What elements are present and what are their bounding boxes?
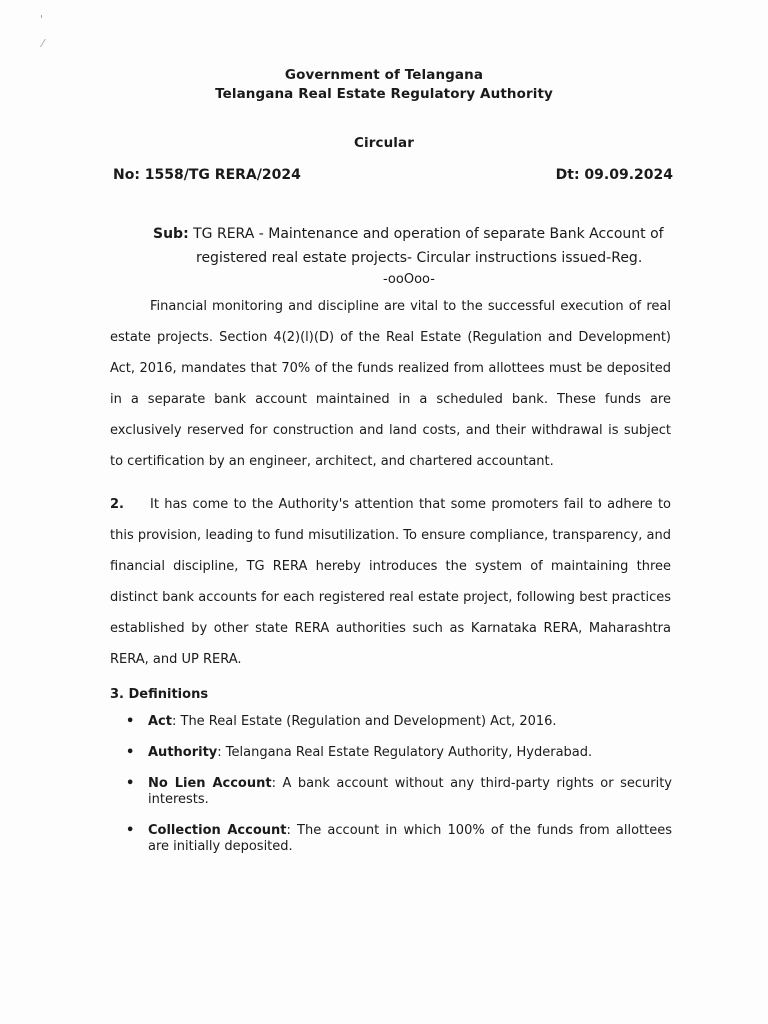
subject-line-1: TG RERA - Maintenance and operation of separate Bank Account of xyxy=(193,226,664,242)
definition-term: No Lien Account xyxy=(148,776,272,791)
circular-date: Dt: 09.09.2024 xyxy=(555,167,673,183)
bullet-icon: • xyxy=(126,823,135,838)
definition-item xyxy=(110,776,672,808)
definition-text: : Telangana Real Estate Regulatory Authority, Hyderabad. xyxy=(217,745,593,760)
paragraph-2-number: 2. xyxy=(110,497,124,512)
bullet-icon: • xyxy=(126,745,135,760)
paragraph-2-text: It has come to the Authority's attention that some promoters fail to adhere to this provision, leading to fund misutilization. To ensure compliance, transparency, and financial discipline, TG RERA hereby introduces the system of maintaining three distinct bank accounts for each registered real estate project, following best practices established by other state RERA authorities such as Karnataka RERA, Maharashtra RERA, and UP RERA. xyxy=(110,497,671,667)
document-type: Circular xyxy=(353,135,414,151)
definition-text: : A bank account without any third-party rights or security interests. xyxy=(148,776,672,807)
definition-term: Act xyxy=(148,714,172,729)
paragraph-1 xyxy=(110,291,671,477)
definitions-heading: 3. Definitions xyxy=(110,687,209,702)
definitions-list xyxy=(110,714,672,870)
definition-item xyxy=(110,745,672,761)
scan-mark: ⁄ xyxy=(42,37,44,50)
bullet-icon: • xyxy=(126,714,135,729)
paragraph-2 xyxy=(110,489,671,675)
subject-block xyxy=(153,222,673,270)
bullet-icon: • xyxy=(126,776,135,791)
paragraph-1-text: Financial monitoring and discipline are vital to the successful execution of real estate projects. Section 4(2)(l)(D) of the Real Estate (Regulation and Development) Act, 2016, mandates that 70% of the funds realized from allottees must be deposited in a separate bank account maintained in a scheduled bank. These funds are exclusively reserved for construction and land costs, and their withdrawal is subject to certification by an engineer, architect, and chartered accountant. xyxy=(110,299,671,469)
reference-row xyxy=(113,167,673,187)
definition-text: : The account in which 100% of the funds from allottees are initially deposited. xyxy=(148,823,672,854)
subject-line-2: registered real estate projects- Circular instructions issued-Reg. xyxy=(196,250,643,266)
definition-item xyxy=(110,823,672,855)
subject-label: Sub: xyxy=(153,226,189,242)
definition-text: : The Real Estate (Regulation and Development) Act, 2016. xyxy=(171,714,557,729)
section-separator: -ooOoo- xyxy=(383,272,435,287)
government-title: Government of Telangana xyxy=(284,67,484,83)
definition-item xyxy=(110,714,672,730)
authority-title: Telangana Real Estate Regulatory Authority xyxy=(215,86,553,102)
scan-mark: ' xyxy=(40,13,44,26)
circular-number: No: 1558/TG RERA/2024 xyxy=(113,167,301,183)
definition-term: Collection Account xyxy=(148,823,287,838)
definition-term: Authority xyxy=(148,745,218,760)
